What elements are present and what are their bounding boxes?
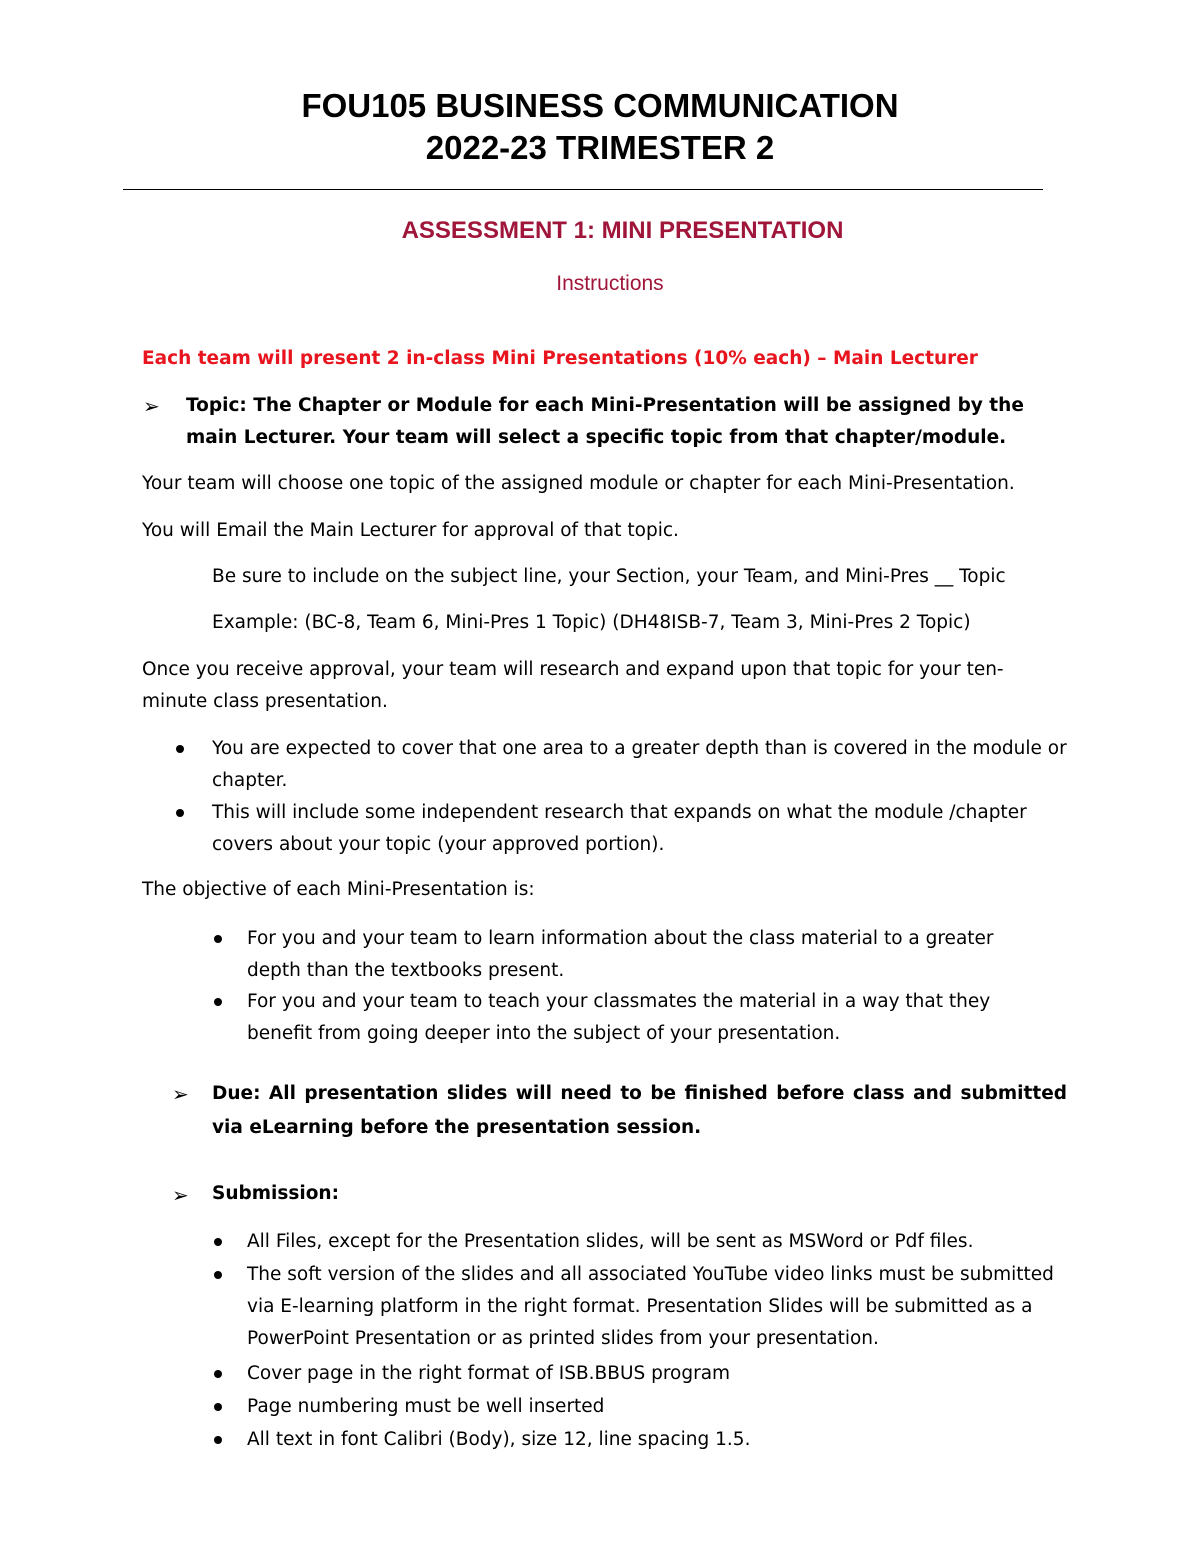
para-approval: Once you receive approval, your team will research and expand upon that topic for your ten-minute class presentation. bbox=[142, 659, 1004, 712]
topic-label: Topic: bbox=[186, 395, 247, 416]
depth-bullet-1: You are expected to cover that one area to a greater depth than is covered in the module or chapter. bbox=[212, 738, 1067, 791]
topic-item bbox=[186, 390, 1056, 454]
arrow-bullet-icon: ➢ bbox=[172, 1183, 189, 1207]
round-bullet-icon bbox=[214, 998, 222, 1006]
para-example: Example: (BC-8, Team 6, Mini-Pres 1 Topic) (DH48ISB-7, Team 3, Mini-Pres 2 Topic) bbox=[212, 612, 971, 633]
round-bullet-icon bbox=[214, 1271, 222, 1279]
round-bullet-icon bbox=[176, 745, 184, 753]
objective-bullet-1: For you and your team to learn information about the class material to a greater depth than the textbooks present. bbox=[247, 928, 994, 981]
arrow-bullet-icon: ➢ bbox=[172, 1082, 189, 1106]
para-choose: Your team will choose one topic of the assigned module or chapter for each Mini-Presentation. bbox=[142, 473, 1015, 494]
arrow-bullet-icon: ➢ bbox=[143, 394, 160, 418]
assessment-title: ASSESSMENT 1: MINI PRESENTATION bbox=[401, 217, 844, 244]
round-bullet-icon bbox=[214, 935, 222, 943]
para-email: You will Email the Main Lecturer for approval of that topic. bbox=[142, 520, 679, 541]
round-bullet-icon bbox=[214, 1403, 222, 1411]
topic-text: The Chapter or Module for each Mini-Presentation will be assigned by the main Lecturer. Your team will select a specific topic from that chapter/module. bbox=[186, 395, 1024, 448]
course-title: FOU105 BUSINESS COMMUNICATION bbox=[301, 87, 899, 124]
submission-label: Submission: bbox=[212, 1183, 339, 1204]
submission-bullet-3: Cover page in the right format of ISB.BBUS program bbox=[247, 1363, 731, 1384]
header-divider bbox=[123, 189, 1043, 190]
instructions-subtitle: Instructions bbox=[556, 272, 664, 295]
para-subject: Be sure to include on the subject line, your Section, your Team, and Mini-Pres __ Topic bbox=[212, 566, 1006, 587]
submission-bullet-1: All Files, except for the Presentation slides, will be sent as MSWord or Pdf files. bbox=[247, 1231, 974, 1252]
term-title: 2022-23 TRIMESTER 2 bbox=[425, 129, 775, 166]
round-bullet-icon bbox=[176, 809, 184, 817]
due-item: Due: All presentation slides will need to be finished before class and submitted via eLearning before the presentation session. bbox=[212, 1083, 1067, 1138]
round-bullet-icon bbox=[214, 1238, 222, 1246]
intro-heading: Each team will present 2 in-class Mini Presentations (10% each) – Main Lecturer bbox=[142, 348, 978, 369]
submission-bullet-5: All text in font Calibri (Body), size 12, line spacing 1.5. bbox=[247, 1429, 751, 1450]
depth-bullet-2: This will include some independent research that expands on what the module /chapter covers about your topic (your approved portion). bbox=[212, 802, 1027, 855]
submission-bullet-2: The soft version of the slides and all associated YouTube video links must be submitted via E-learning platform in the right format. Presentation Slides will be submitted as a PowerPoint Presentation or as printed slides from your presentation. bbox=[247, 1264, 1054, 1349]
objective-bullet-2: For you and your team to teach your classmates the material in a way that they benefit from going deeper into the subject of your presentation. bbox=[247, 991, 991, 1044]
round-bullet-icon bbox=[214, 1370, 222, 1378]
objective-heading: The objective of each Mini-Presentation is: bbox=[142, 879, 535, 900]
submission-bullet-4: Page numbering must be well inserted bbox=[247, 1396, 605, 1417]
round-bullet-icon bbox=[214, 1436, 222, 1444]
